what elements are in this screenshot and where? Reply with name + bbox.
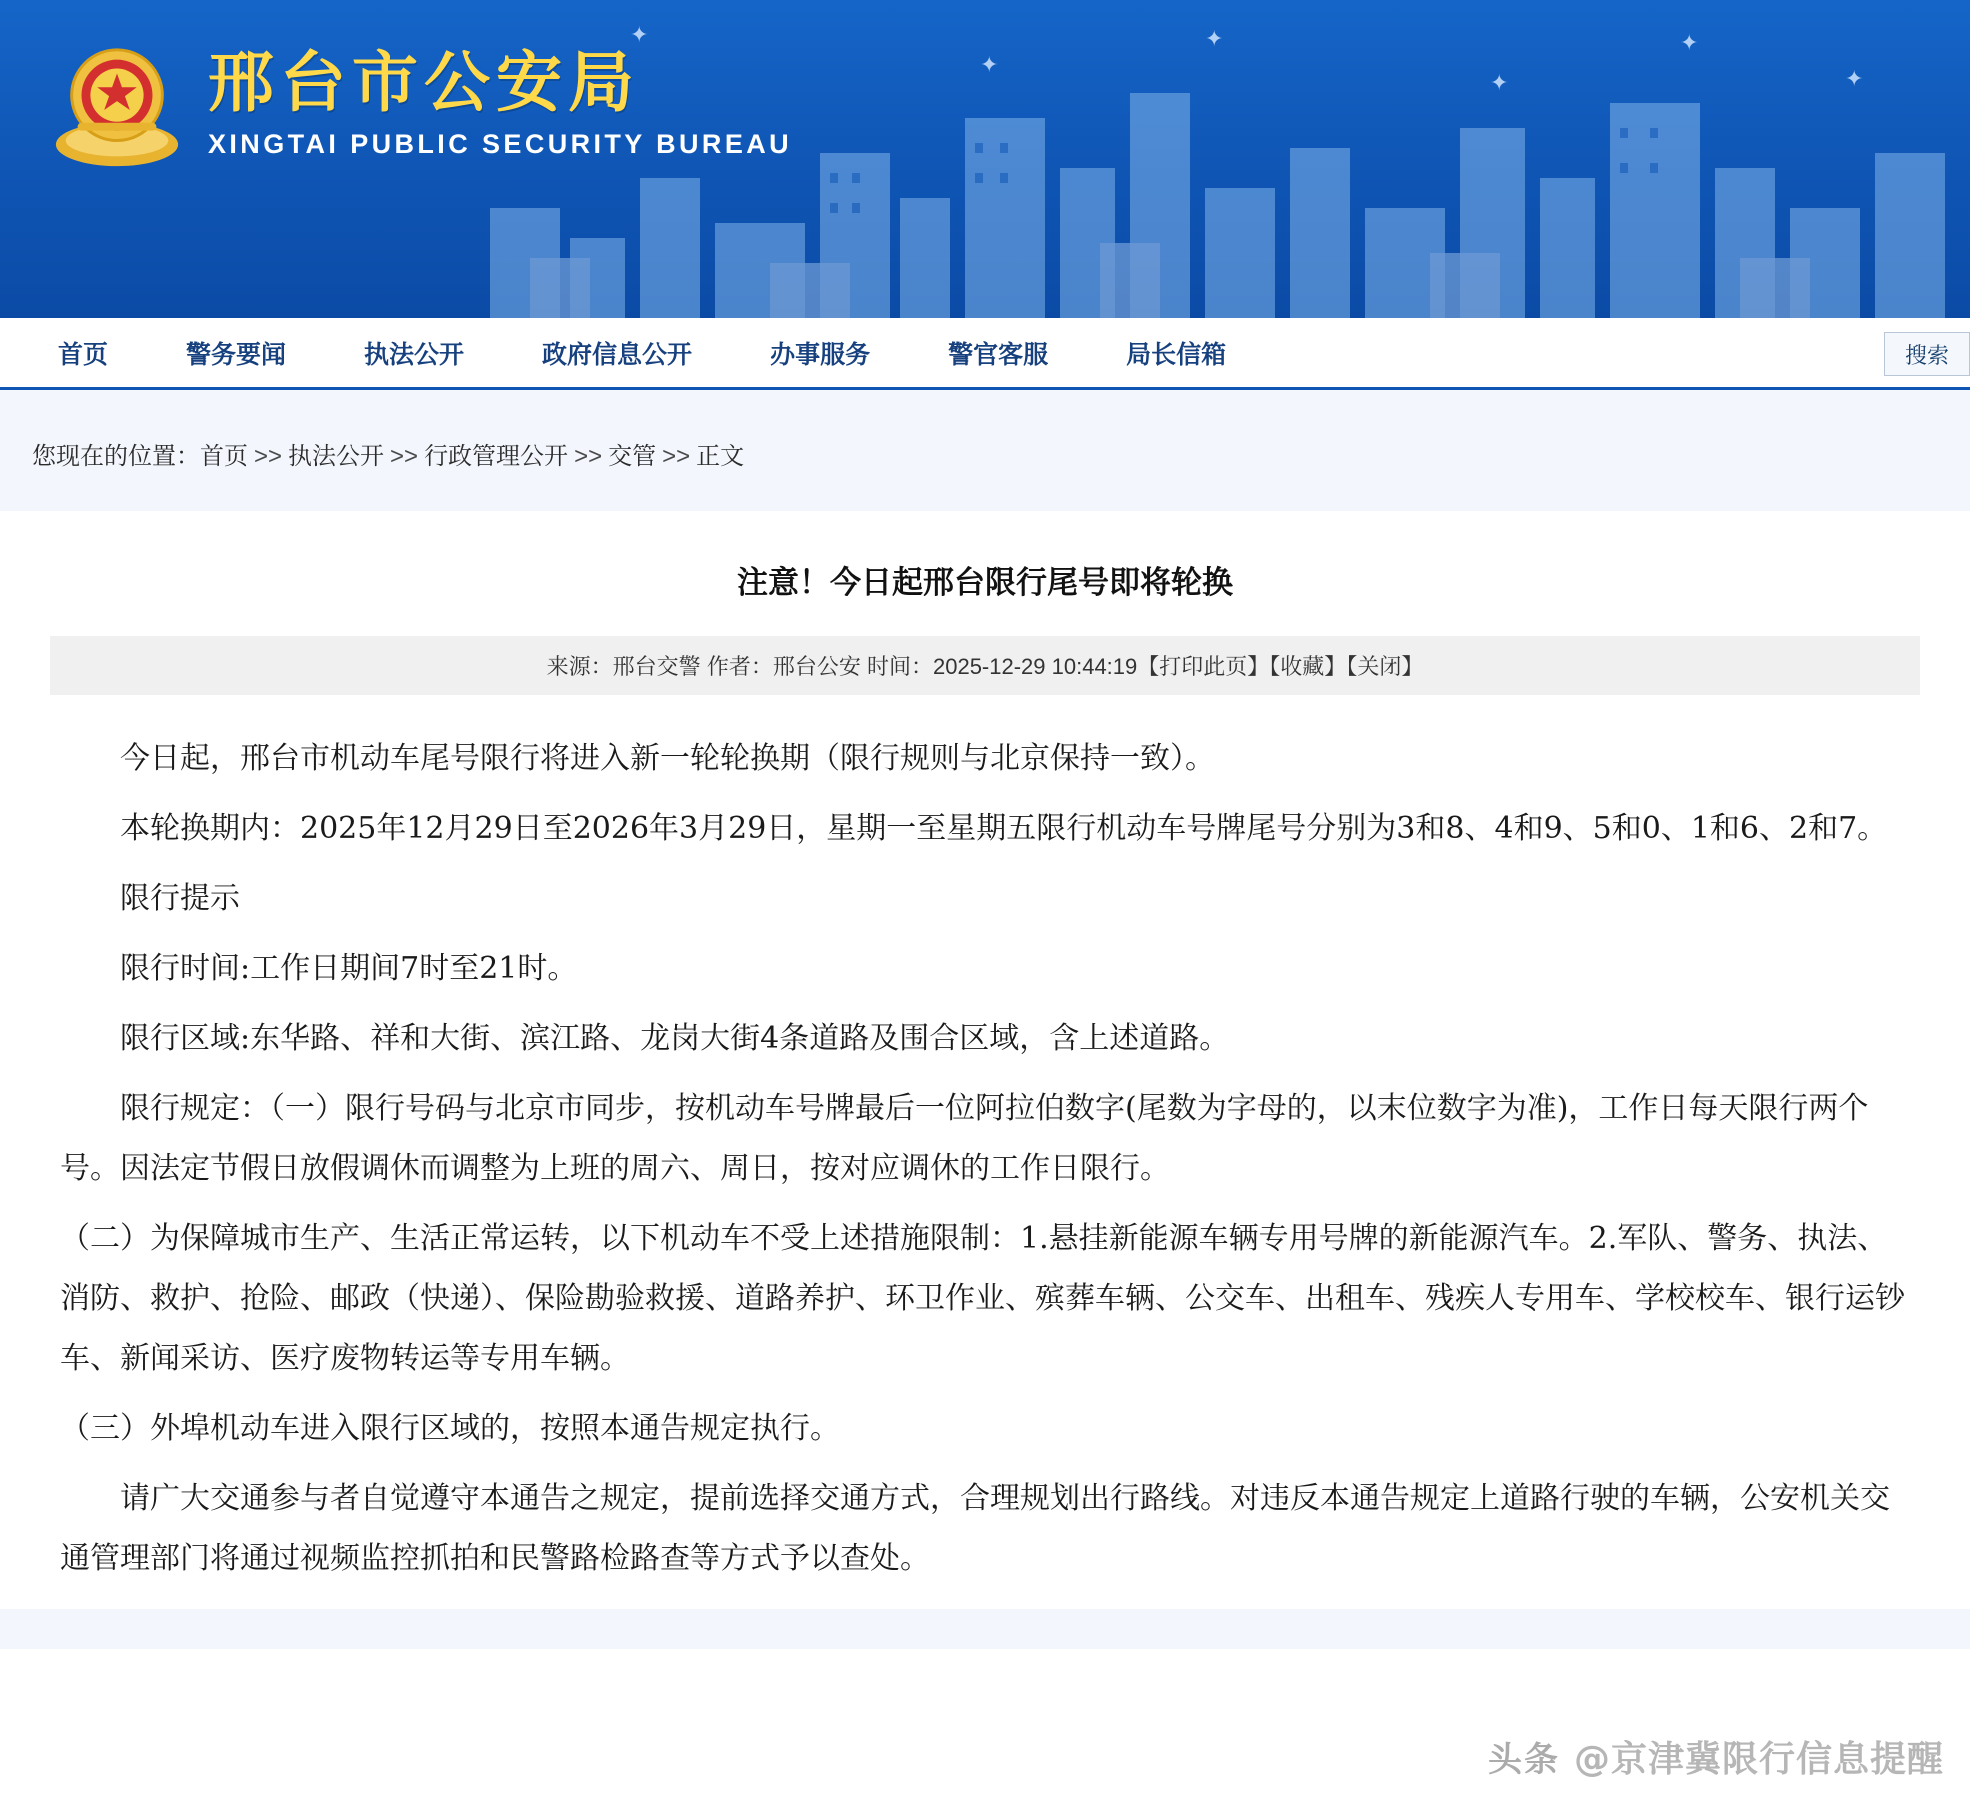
breadcrumb: [0, 390, 1970, 511]
article-paragraph: 限行规定：（一）限行号码与北京市同步，按机动车号牌最后一位阿拉伯数字(尾数为字母的，以末位数字为准)，工作日每天限行两个号。因法定节假日放假调休而调整为上班的周六、周日，按对应调休的工作日限行。: [60, 1091, 1869, 1186]
nav-item-home[interactable]: 首页: [58, 340, 109, 369]
meta-time-label: 时间：: [866, 654, 933, 679]
nav-item-police-news[interactable]: 警务要闻: [186, 340, 287, 369]
print-page-action[interactable]: 【打印此页】: [1137, 654, 1270, 679]
meta-author: 邢台公安: [772, 654, 861, 679]
nav-item-law-enforcement-disclosure[interactable]: 执法公开: [364, 340, 465, 369]
breadcrumb-separator: >>: [574, 443, 603, 470]
meta-time: 2025-12-29 10:44:19: [932, 654, 1138, 679]
breadcrumb-separator: >>: [662, 443, 691, 470]
meta-source: 邢台交警: [612, 654, 701, 679]
nav-item-director-mailbox[interactable]: 局长信箱: [1126, 340, 1227, 369]
nav-item-services[interactable]: 办事服务: [770, 340, 871, 369]
breadcrumb-item-home[interactable]: 首页: [200, 443, 248, 470]
breadcrumb-separator: >>: [390, 443, 419, 470]
org-name-en: XINGTAI PUBLIC SECURITY BUREAU: [208, 128, 793, 159]
site-banner: ✦ ✦ ✦ ✦ ✦ ✦ 邢台市公安局 XINGTAI PUBLIC SECURITY BUREAU: [0, 0, 1970, 318]
breadcrumb-item-current: 正文: [696, 443, 745, 470]
breadcrumb-prefix: 您现在的位置：: [32, 443, 200, 470]
close-action[interactable]: 【关闭】: [1346, 654, 1424, 679]
article-paragraph: 限行区域:东华路、祥和大街、滨江路、龙岗大街4条道路及围合区域，含上述道路。: [120, 1021, 1230, 1056]
nav-item-officer-service[interactable]: 警官客服: [948, 340, 1049, 369]
breadcrumb-item-traffic[interactable]: 交管: [608, 443, 657, 470]
article-paragraph: （二）为保障城市生产、生活正常运转，以下机动车不受上述措施限制：1.悬挂新能源车辆专用号牌的新能源汽车。2.军队、警务、执法、消防、救护、抢险、邮政（快递）、保险勘验救援、道路养护、环卫作业、殡葬车辆、公交车、出租车、残疾人专用车、学校校车、银行运钞车、新闻采访、医疗废物转运等专用车辆。: [60, 1221, 1905, 1376]
article-paragraph: 限行提示: [120, 881, 240, 916]
breadcrumb-separator: >>: [254, 443, 283, 470]
org-name-cn: 邢台市公安局: [208, 44, 640, 121]
watermark: [1488, 1731, 1944, 1782]
article-container: [0, 511, 1970, 1609]
favorite-action[interactable]: 【收藏】: [1269, 654, 1347, 679]
article-paragraph: 请广大交通参与者自觉遵守本通告之规定，提前选择交通方式，合理规划出行路线。对违反本通告规定上道路行驶的车辆，公安机关交通管理部门将通过视频监控抓拍和民警路检路查等方式予以查处。: [60, 1481, 1890, 1576]
main-navigation: [0, 318, 1970, 390]
page-title: 注意！今日起邢台限行尾号即将轮换: [737, 565, 1233, 601]
breadcrumb-item-law-enforcement[interactable]: 执法公开: [288, 443, 385, 470]
site-brand: [208, 42, 792, 160]
police-emblem-icon: [48, 38, 186, 176]
article-paragraph: 今日起，邢台市机动车尾号限行将进入新一轮轮换期（限行规则与北京保持一致）。: [120, 741, 1215, 776]
watermark-text: @京津冀限行信息提醒: [1573, 1739, 1944, 1780]
article-paragraph: 限行时间:工作日期间7时至21时。: [120, 951, 578, 986]
article-meta-bar: [50, 636, 1920, 695]
breadcrumb-item-admin-disclosure[interactable]: 行政管理公开: [424, 443, 569, 470]
toutiao-logo-icon: 头条: [1487, 1740, 1560, 1780]
meta-author-label: 作者：: [706, 654, 773, 679]
search-button[interactable]: 搜索: [1884, 332, 1970, 376]
content-area: [0, 390, 1970, 1649]
article-paragraph: （三）外埠机动车进入限行区域的，按照本通告规定执行。: [60, 1411, 840, 1446]
article-paragraph: 本轮换期内：2025年12月29日至2026年3月29日，星期一至星期五限行机动车号牌尾号分别为3和8、4和9、5和0、1和6、2和7。: [120, 811, 1888, 846]
article-body: [36, 729, 1934, 1589]
meta-source-label: 来源：: [546, 654, 613, 679]
nav-item-government-info-disclosure[interactable]: 政府信息公开: [542, 340, 693, 369]
